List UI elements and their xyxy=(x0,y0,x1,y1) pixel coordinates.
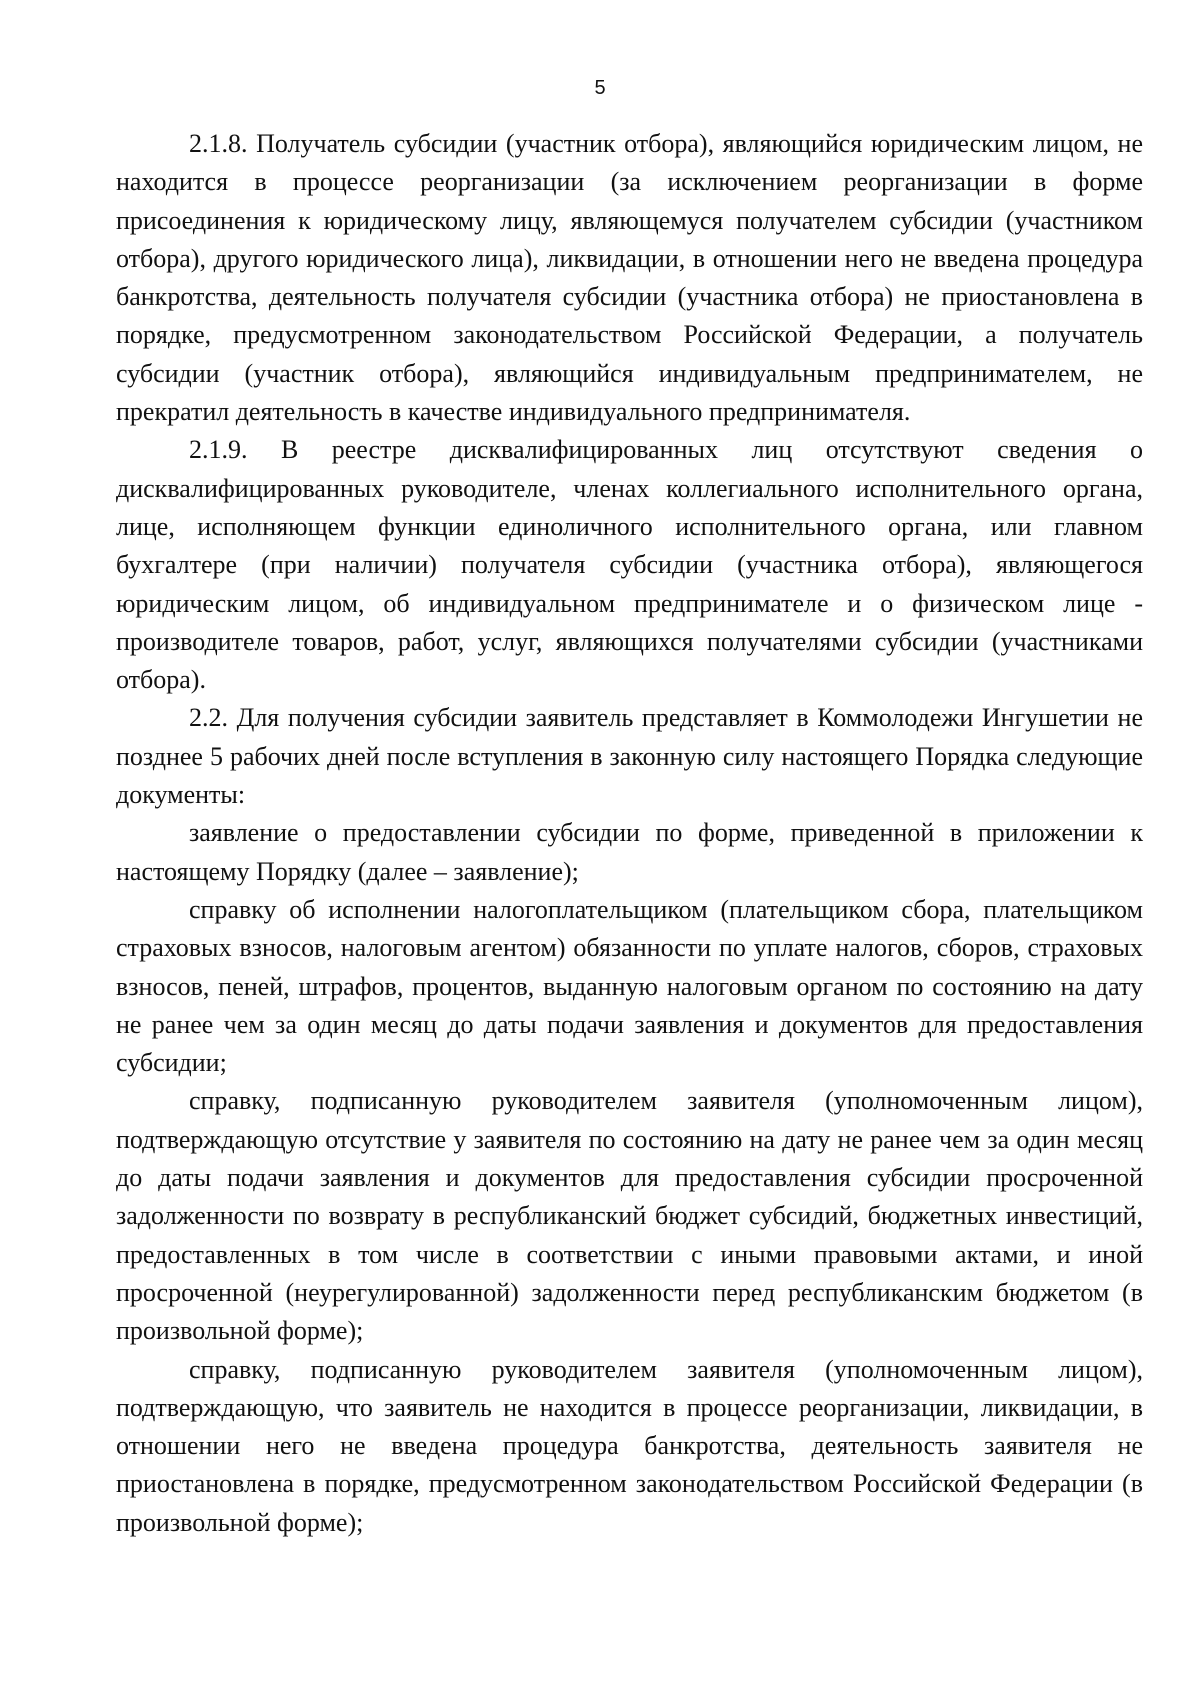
list-item-status-certificate: справку, подписанную руководителем заявителя (уполномоченным лицом), подтверждающую, что заявитель не находится в процессе реорганизации, ликвидации, в отношении него не введена процедура банкротства, деятельность заявителя не приостановлена в порядке, предусмотренном законодательством Российской Федерации (в произвольной форме); xyxy=(116,1354,1143,1537)
list-item-tax-certificate: справку об исполнении налогоплательщиком (плательщиком сбора, плательщиком страховых взносов, налоговым агентом) обязанности по уплате налогов, сборов, страховых взносов, пеней, штрафов, процентов, выданную налоговым органом по состоянию на дату не ранее чем за один месяц до даты подачи заявления и документов для предоставления субсидии; xyxy=(116,894,1143,1078)
list-item-debt-certificate: справку, подписанную руководителем заявителя (уполномоченным лицом), подтверждающую отсутствие у заявителя по состоянию на дату не ранее чем за один месяц до даты подачи заявления и документов для предоставления субсидии просроченной задолженности по возврату в республиканский бюджет субсидий, бюджетных инвестиций, предоставленных в том числе в соответствии с иными правовыми актами, и иной просроченной (неурегулированной) задолженности перед республиканским бюджетом (в произвольной форме); xyxy=(116,1086,1143,1346)
document-body xyxy=(116,125,1143,1542)
paragraph-2-1-8: 2.1.8. Получатель субсидии (участник отбора), являющийся юридическим лицом, не находится в процессе реорганизации (за исключением реорганизации в форме присоединения к юридическому лицу, являющемуся получателем субсидии (участником отбора), другого юридического лица), ликвидации, в отношении него не введена процедура банкротства, деятельность получателя субсидии (участника отбора) не приостановлена в порядке, предусмотренном законодательством Российской Федерации, а получатель субсидии (участник отбора), являющийся индивидуальным предпринимателем, не прекратил деятельность в качестве индивидуального предпринимателя. xyxy=(116,129,1143,427)
paragraph-2-1-9: 2.1.9. В реестре дисквалифицированных лиц отсутствуют сведения о дисквалифицированных руководителе, членах коллегиального исполнительного органа, лице, исполняющем функции единоличного исполнительного органа, или главном бухгалтере (при наличии) получателя субсидии (участника отбора), являющегося юридическим лицом, об индивидуальном предпринимателе и о физическом лице - производителе товаров, работ, услуг, являющихся получателями субсидии (участниками отбора). xyxy=(116,435,1143,695)
list-item-application: заявление о предоставлении субсидии по форме, приведенной в приложении к настоящему Порядку (далее – заявление); xyxy=(116,818,1143,886)
page-number: 5 xyxy=(594,77,606,99)
paragraph-2-2: 2.2. Для получения субсидии заявитель представляет в Коммолодежи Ингушетии не позднее 5 рабочих дней после вступления в законную силу настоящего Порядка следующие документы: xyxy=(116,703,1143,810)
